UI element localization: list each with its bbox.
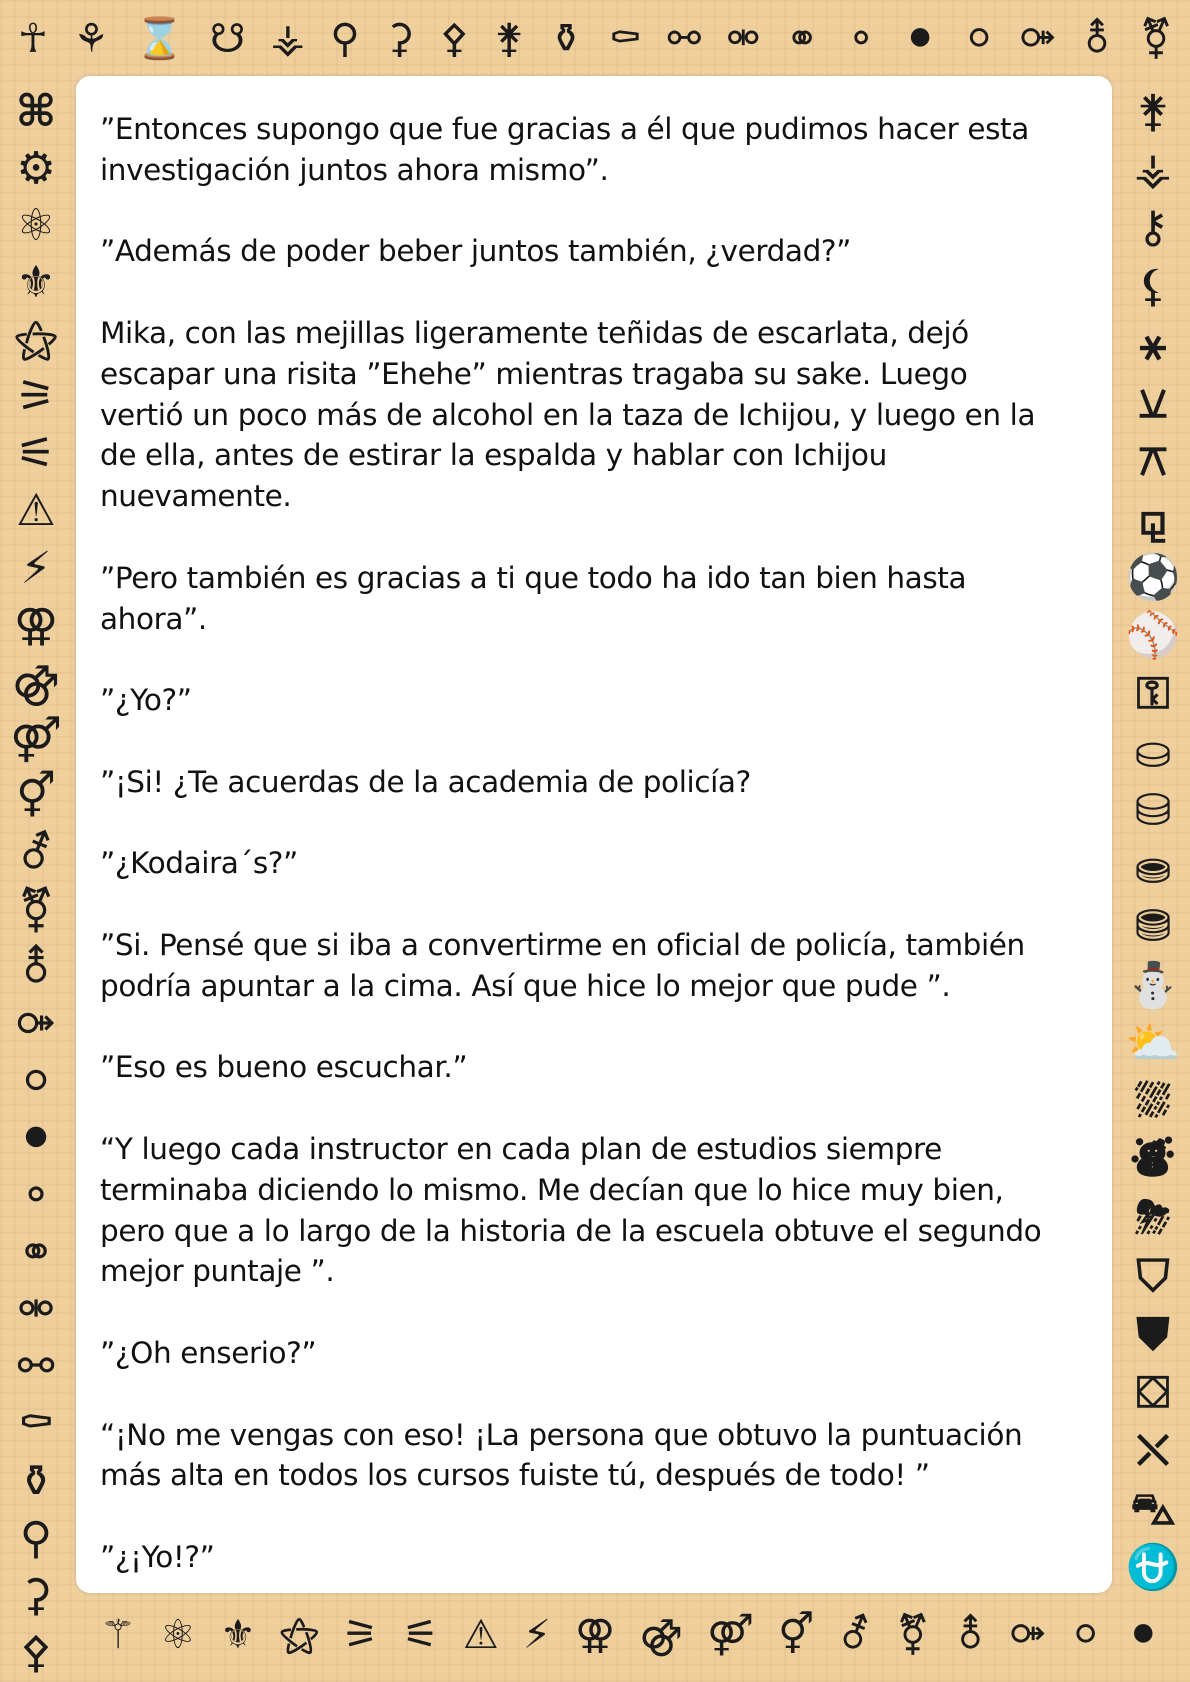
border-glyph-icon: ⚞ bbox=[16, 371, 56, 423]
paragraph: ”Además de poder beber juntos también, ¿verdad?” bbox=[100, 234, 852, 269]
border-glyph-icon: ⚤ bbox=[10, 713, 62, 765]
border-glyph-icon: ⛅ bbox=[1125, 1017, 1181, 1069]
border-glyph-icon: ⚫ bbox=[1126, 1612, 1160, 1658]
border-glyph-icon: ⚙ bbox=[16, 143, 56, 195]
border-glyph-icon: ⛋ bbox=[1136, 1367, 1170, 1419]
border-glyph-icon: ⚰ bbox=[17, 1398, 55, 1450]
border-glyph-icon: ⚪ bbox=[1068, 1612, 1103, 1658]
border-glyph-icon: ⚠ bbox=[462, 1612, 499, 1658]
border-glyph-icon: ⚮ bbox=[726, 16, 760, 62]
border-glyph-icon: ⛆ bbox=[1135, 1075, 1171, 1127]
border-glyph-icon: ⚝ bbox=[279, 1612, 319, 1658]
border-glyph-icon: ☋ bbox=[209, 16, 246, 62]
paragraph: “¡No me vengas con eso! ¡La persona que obtuvo la puntuación más alta en todos los cursos fuiste tú, después de todo! ” bbox=[100, 1417, 1023, 1493]
border-glyph-icon: ⚺ bbox=[1138, 377, 1168, 429]
border-glyph-icon: ⚮ bbox=[17, 1284, 55, 1336]
paragraph: ”¿Oh enserio?” bbox=[100, 1335, 317, 1370]
border-glyph-icon: ⚨ bbox=[953, 1612, 988, 1658]
document-body bbox=[100, 109, 1100, 1618]
border-glyph-icon: ⚘ bbox=[73, 16, 110, 62]
border-glyph-icon: ⛈ bbox=[1135, 1192, 1171, 1244]
border-glyph-icon: ⚼ bbox=[1137, 493, 1169, 545]
border-left-glyphs bbox=[4, 86, 68, 1678]
border-glyph-icon: ⚡ bbox=[522, 1612, 551, 1658]
paragraph: ”¿Kodaira´s?” bbox=[100, 846, 298, 881]
border-glyph-icon: ⚫ bbox=[17, 1113, 55, 1165]
text-page bbox=[76, 76, 1112, 1593]
paragraph: ”Si. Pensé que si iba a convertirme en oficial de policía, también podría apuntar a la cima. Así que hice lo mejor que pude ”. bbox=[100, 927, 1025, 1003]
border-glyph-icon: ⚣ bbox=[12, 656, 60, 708]
border-glyph-icon: ⚬ bbox=[17, 1170, 55, 1222]
paragraph: ”Eso es bueno escuchar.” bbox=[100, 1050, 468, 1085]
border-glyph-icon: ⌘ bbox=[15, 86, 57, 137]
border-glyph-icon: ⚭ bbox=[785, 16, 819, 62]
paragraph: ”Entonces supongo que fue gracias a él que pudimos hacer esta investigación juntos ahora mismo”. bbox=[100, 112, 1029, 187]
border-glyph-icon: ⚥ bbox=[778, 1612, 815, 1658]
paragraph: Mika, con las mejillas ligeramente teñidas de escarlata, dejó escapar una risita ”Ehehe” mientras tragaba su sake. Luego vertió un poco más de alcohol en la taza de Ichijou, y luego en la de ella, antes de estirar la espalda y hablar con Ichijou nuevamente. bbox=[100, 315, 1036, 514]
border-glyph-icon: ⛊ bbox=[1136, 1308, 1170, 1360]
border-glyph-icon: ⚧ bbox=[1139, 16, 1173, 62]
border-glyph-icon: ⚴ bbox=[439, 16, 470, 62]
border-glyph-icon: ⚚ bbox=[100, 1612, 136, 1658]
border-right-glyphs bbox=[1120, 86, 1186, 1593]
border-glyph-icon: ⚶ bbox=[270, 16, 305, 62]
border-glyph-icon: ⚩ bbox=[1011, 1612, 1045, 1658]
paragraph: ”¿¡Yo!?” bbox=[100, 1539, 215, 1574]
border-glyph-icon: ⚻ bbox=[1138, 435, 1168, 487]
border-glyph-icon: ⚣ bbox=[639, 1612, 683, 1658]
border-glyph-icon: ⚜ bbox=[219, 1612, 256, 1658]
border-glyph-icon: ⚬ bbox=[844, 16, 878, 62]
border-glyph-icon: ⛄ bbox=[1125, 959, 1181, 1011]
border-glyph-icon: ⚸ bbox=[1136, 260, 1170, 312]
border-glyph-icon: ⚢ bbox=[13, 599, 59, 651]
border-glyph-icon: ⚴ bbox=[19, 1626, 53, 1678]
border-glyph-icon: ⚯ bbox=[17, 1341, 55, 1393]
border-glyph-icon: ⚱ bbox=[549, 16, 583, 62]
border-glyph-icon: ⚨ bbox=[1080, 16, 1114, 62]
border-glyph-icon: ⚛ bbox=[159, 1612, 196, 1658]
paragraph: ”Pero también es gracias a ti que todo ha ido tan bien hasta ahora”. bbox=[100, 560, 967, 636]
border-glyph-icon: ⚧ bbox=[895, 1612, 930, 1658]
border-glyph-icon: ⚷ bbox=[1136, 202, 1170, 254]
border-glyph-icon: ⚠ bbox=[16, 485, 56, 537]
border-glyph-icon: ⚞ bbox=[342, 1612, 379, 1658]
border-glyph-icon: ⛂ bbox=[1134, 843, 1172, 895]
border-glyph-icon: ⛌ bbox=[1136, 1425, 1170, 1477]
border-glyph-icon: ⛃ bbox=[1134, 901, 1172, 953]
border-glyph-icon: ⚳ bbox=[19, 1569, 53, 1621]
border-glyph-icon: ⛀ bbox=[1134, 726, 1172, 778]
border-glyph-icon: ⚨ bbox=[17, 941, 55, 993]
border-glyph-icon: ⚦ bbox=[17, 827, 55, 879]
border-glyph-icon: ⚜ bbox=[16, 257, 56, 309]
border-glyph-icon: ⚿ bbox=[1136, 668, 1170, 720]
border-glyph-icon: ⚪ bbox=[962, 16, 996, 62]
border-glyph-icon: ⚳ bbox=[385, 16, 415, 62]
border-glyph-icon: ☥ bbox=[18, 16, 48, 62]
border-glyph-icon: ⚩ bbox=[17, 999, 55, 1050]
paragraph: “Y luego cada instructor en cada plan de estudios siempre terminaba diciendo lo mismo. Me decían que lo hice muy bien, pero que a lo largo de la historia de la escuela obtuve el segundo mejor puntaje ”. bbox=[100, 1131, 1042, 1289]
border-glyph-icon: ⚵ bbox=[494, 16, 524, 62]
border-glyph-icon: ⚟ bbox=[16, 428, 56, 480]
border-glyph-icon: ⚟ bbox=[402, 1612, 439, 1658]
border-glyph-icon: ⚩ bbox=[1021, 16, 1055, 62]
border-glyph-icon: ⚭ bbox=[17, 1227, 55, 1279]
border-glyph-icon: ⚫ bbox=[903, 16, 937, 62]
border-glyph-icon: ⚶ bbox=[1134, 144, 1172, 196]
border-glyph-icon: ⚯ bbox=[667, 16, 701, 62]
paragraph: ”¿Yo?” bbox=[100, 683, 192, 718]
border-glyph-icon: ⚾ bbox=[1125, 610, 1181, 662]
border-glyph-icon: ⚦ bbox=[838, 1612, 872, 1658]
border-glyph-icon: ⚪ bbox=[17, 1056, 55, 1108]
border-top-glyphs bbox=[18, 8, 1173, 70]
border-glyph-icon: ⛉ bbox=[1136, 1250, 1170, 1302]
border-glyph-icon: ⛍ bbox=[1130, 1483, 1176, 1535]
border-glyph-icon: ⚰ bbox=[608, 16, 643, 62]
border-glyph-icon: ⚢ bbox=[575, 1612, 616, 1658]
border-glyph-icon: ⚝ bbox=[14, 314, 58, 366]
border-glyph-icon: ⚡ bbox=[20, 542, 52, 594]
border-glyph-icon: ⚱ bbox=[17, 1455, 55, 1507]
border-glyph-icon: ⚧ bbox=[17, 884, 55, 936]
border-glyph-icon: ⛎ bbox=[1125, 1541, 1181, 1593]
border-glyph-icon: ⚲ bbox=[19, 1512, 53, 1564]
border-glyph-icon: ⛁ bbox=[1134, 784, 1172, 836]
border-glyph-icon: ⚵ bbox=[1136, 86, 1170, 137]
border-glyph-icon: ⚽ bbox=[1125, 551, 1181, 603]
border-glyph-icon: ⚥ bbox=[16, 770, 56, 822]
border-glyph-icon: ⚲ bbox=[330, 16, 360, 62]
border-glyph-icon: ⚤ bbox=[707, 1612, 754, 1658]
paragraph: ”¡Si! ¿Te acuerdas de la academia de policía? bbox=[100, 764, 751, 799]
border-glyph-icon: ⚹ bbox=[1139, 318, 1167, 370]
border-glyph-icon: ⌛ bbox=[134, 16, 185, 62]
border-glyph-icon: ⚛ bbox=[16, 200, 56, 252]
border-glyph-icon: ⛇ bbox=[1131, 1134, 1175, 1186]
